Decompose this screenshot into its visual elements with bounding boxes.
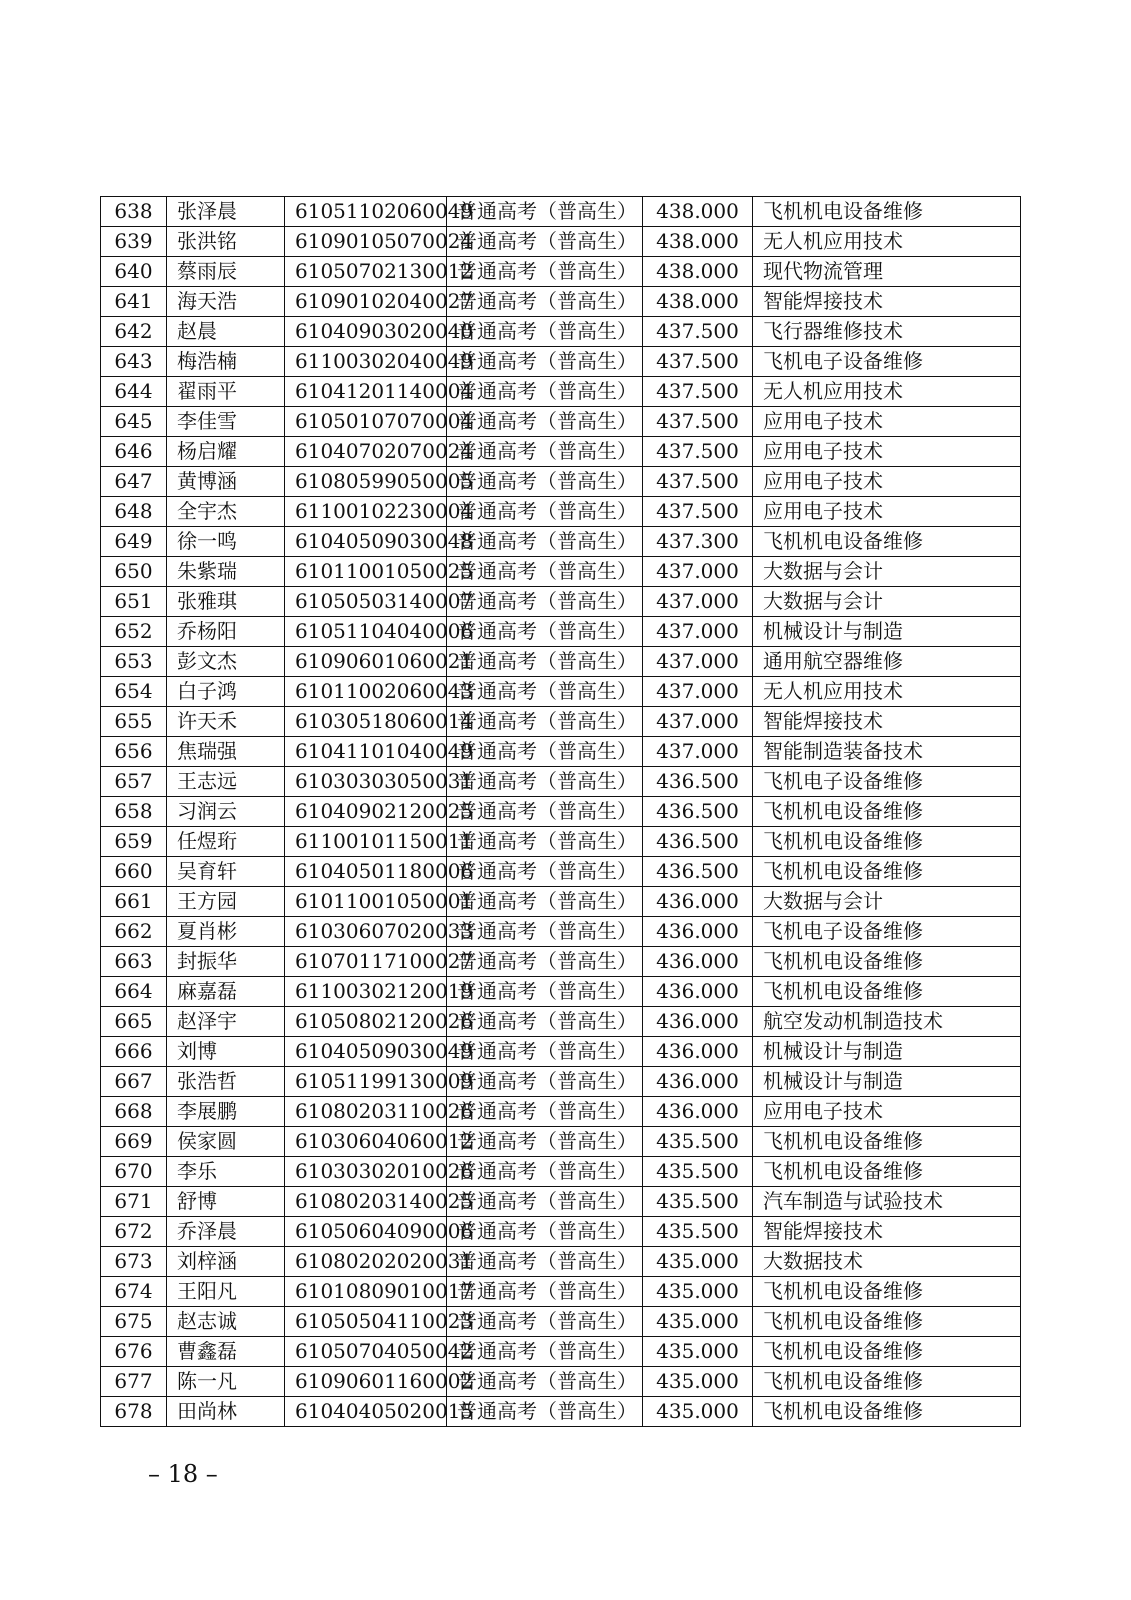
cell-admission-type: 普通高考（普高生） <box>447 887 643 917</box>
table-row <box>101 1127 1021 1157</box>
cell-exam-id: 61040902120025 <box>285 797 447 827</box>
page-number: – 18 – <box>148 1460 218 1488</box>
cell-student-name: 许天禾 <box>167 707 285 737</box>
cell-admission-type: 普通高考（普高生） <box>447 287 643 317</box>
cell-serial-number: 658 <box>101 797 167 827</box>
cell-major: 汽车制造与试验技术 <box>753 1187 1021 1217</box>
cell-student-name: 习润云 <box>167 797 285 827</box>
cell-major: 飞机机电设备维修 <box>753 197 1021 227</box>
cell-serial-number: 662 <box>101 917 167 947</box>
cell-score: 437.500 <box>643 347 753 377</box>
table-row <box>101 1037 1021 1067</box>
cell-major: 大数据与会计 <box>753 557 1021 587</box>
cell-major: 机械设计与制造 <box>753 1037 1021 1067</box>
cell-admission-type: 普通高考（普高生） <box>447 257 643 287</box>
cell-admission-type: 普通高考（普高生） <box>447 917 643 947</box>
cell-major: 大数据与会计 <box>753 587 1021 617</box>
cell-student-name: 张浩哲 <box>167 1067 285 1097</box>
table-row <box>101 407 1021 437</box>
admission-list-table <box>100 196 1021 1427</box>
cell-admission-type: 普通高考（普高生） <box>447 617 643 647</box>
cell-score: 435.000 <box>643 1307 753 1337</box>
cell-major: 智能焊接技术 <box>753 287 1021 317</box>
cell-score: 435.000 <box>643 1367 753 1397</box>
table-row <box>101 1067 1021 1097</box>
cell-major: 应用电子技术 <box>753 497 1021 527</box>
cell-admission-type: 普通高考（普高生） <box>447 497 643 527</box>
cell-student-name: 舒博 <box>167 1187 285 1217</box>
cell-score: 436.500 <box>643 827 753 857</box>
cell-major: 飞机机电设备维修 <box>753 827 1021 857</box>
cell-score: 437.500 <box>643 317 753 347</box>
cell-exam-id: 61100101150011 <box>285 827 447 857</box>
cell-score: 436.000 <box>643 917 753 947</box>
cell-serial-number: 652 <box>101 617 167 647</box>
cell-major: 机械设计与制造 <box>753 1067 1021 1097</box>
cell-major: 飞机机电设备维修 <box>753 797 1021 827</box>
cell-student-name: 王阳凡 <box>167 1277 285 1307</box>
cell-major: 大数据技术 <box>753 1247 1021 1277</box>
table-row <box>101 857 1021 887</box>
cell-serial-number: 643 <box>101 347 167 377</box>
cell-major: 飞机机电设备维修 <box>753 527 1021 557</box>
cell-serial-number: 648 <box>101 497 167 527</box>
cell-serial-number: 659 <box>101 827 167 857</box>
cell-major: 飞机机电设备维修 <box>753 1397 1021 1427</box>
cell-score: 437.000 <box>643 647 753 677</box>
cell-score: 435.000 <box>643 1397 753 1427</box>
cell-exam-id: 61030604060012 <box>285 1127 447 1157</box>
cell-admission-type: 普通高考（普高生） <box>447 1247 643 1277</box>
cell-score: 437.000 <box>643 587 753 617</box>
cell-score: 437.000 <box>643 737 753 767</box>
cell-admission-type: 普通高考（普高生） <box>447 587 643 617</box>
cell-admission-type: 普通高考（普高生） <box>447 947 643 977</box>
cell-student-name: 王志远 <box>167 767 285 797</box>
cell-exam-id: 61080599050005 <box>285 467 447 497</box>
cell-score: 437.500 <box>643 407 753 437</box>
cell-score: 435.000 <box>643 1277 753 1307</box>
cell-serial-number: 670 <box>101 1157 167 1187</box>
cell-major: 飞机机电设备维修 <box>753 1307 1021 1337</box>
cell-admission-type: 普通高考（普高生） <box>447 1337 643 1367</box>
cell-admission-type: 普通高考（普高生） <box>447 527 643 557</box>
cell-score: 436.000 <box>643 947 753 977</box>
cell-exam-id: 61050107070004 <box>285 407 447 437</box>
cell-score: 435.000 <box>643 1247 753 1277</box>
cell-score: 436.000 <box>643 887 753 917</box>
cell-serial-number: 647 <box>101 467 167 497</box>
cell-student-name: 田尚林 <box>167 1397 285 1427</box>
cell-serial-number: 673 <box>101 1247 167 1277</box>
cell-exam-id: 61070117100027 <box>285 947 447 977</box>
cell-major: 飞行器维修技术 <box>753 317 1021 347</box>
cell-score: 437.500 <box>643 377 753 407</box>
cell-major: 飞机机电设备维修 <box>753 857 1021 887</box>
table-row <box>101 1337 1021 1367</box>
cell-exam-id: 61090105070024 <box>285 227 447 257</box>
cell-score: 437.000 <box>643 617 753 647</box>
cell-serial-number: 638 <box>101 197 167 227</box>
table-row <box>101 1277 1021 1307</box>
cell-exam-id: 61050503140007 <box>285 587 447 617</box>
cell-admission-type: 普通高考（普高生） <box>447 1217 643 1247</box>
cell-score: 436.500 <box>643 797 753 827</box>
cell-exam-id: 61050702130012 <box>285 257 447 287</box>
cell-serial-number: 671 <box>101 1187 167 1217</box>
cell-score: 438.000 <box>643 197 753 227</box>
table-row <box>101 707 1021 737</box>
cell-score: 437.500 <box>643 437 753 467</box>
table-row <box>101 467 1021 497</box>
cell-serial-number: 661 <box>101 887 167 917</box>
cell-serial-number: 644 <box>101 377 167 407</box>
cell-serial-number: 640 <box>101 257 167 287</box>
cell-major: 飞机电子设备维修 <box>753 347 1021 377</box>
cell-admission-type: 普通高考（普高生） <box>447 1007 643 1037</box>
cell-admission-type: 普通高考（普高生） <box>447 557 643 587</box>
cell-exam-id: 61050604090006 <box>285 1217 447 1247</box>
table-row <box>101 1097 1021 1127</box>
cell-major: 无人机应用技术 <box>753 227 1021 257</box>
cell-serial-number: 642 <box>101 317 167 347</box>
cell-serial-number: 672 <box>101 1217 167 1247</box>
cell-admission-type: 普通高考（普高生） <box>447 1037 643 1067</box>
cell-exam-id: 61030303050031 <box>285 767 447 797</box>
cell-admission-type: 普通高考（普高生） <box>447 737 643 767</box>
cell-student-name: 刘博 <box>167 1037 285 1067</box>
cell-serial-number: 674 <box>101 1277 167 1307</box>
cell-student-name: 曹鑫磊 <box>167 1337 285 1367</box>
cell-student-name: 黄博涵 <box>167 467 285 497</box>
table-row <box>101 527 1021 557</box>
cell-serial-number: 666 <box>101 1037 167 1067</box>
cell-student-name: 彭文杰 <box>167 647 285 677</box>
admission-list-table-wrapper <box>100 196 1020 1427</box>
cell-major: 飞机电子设备维修 <box>753 917 1021 947</box>
cell-major: 大数据与会计 <box>753 887 1021 917</box>
table-row <box>101 1397 1021 1427</box>
cell-exam-id: 61011002060043 <box>285 677 447 707</box>
cell-score: 436.000 <box>643 1037 753 1067</box>
cell-admission-type: 普通高考（普高生） <box>447 1367 643 1397</box>
cell-score: 437.500 <box>643 497 753 527</box>
cell-major: 无人机应用技术 <box>753 377 1021 407</box>
cell-score: 435.000 <box>643 1337 753 1367</box>
cell-score: 436.500 <box>643 767 753 797</box>
cell-student-name: 张洪铭 <box>167 227 285 257</box>
table-row <box>101 1367 1021 1397</box>
cell-score: 436.000 <box>643 1007 753 1037</box>
cell-major: 航空发动机制造技术 <box>753 1007 1021 1037</box>
cell-exam-id: 61100302040049 <box>285 347 447 377</box>
cell-student-name: 刘梓涵 <box>167 1247 285 1277</box>
cell-score: 437.000 <box>643 707 753 737</box>
cell-exam-id: 61080203110026 <box>285 1097 447 1127</box>
cell-student-name: 夏肖彬 <box>167 917 285 947</box>
cell-serial-number: 676 <box>101 1337 167 1367</box>
cell-admission-type: 普通高考（普高生） <box>447 437 643 467</box>
cell-score: 435.500 <box>643 1217 753 1247</box>
cell-admission-type: 普通高考（普高生） <box>447 797 643 827</box>
cell-serial-number: 649 <box>101 527 167 557</box>
cell-student-name: 焦瑞强 <box>167 737 285 767</box>
cell-exam-id: 61100102230004 <box>285 497 447 527</box>
cell-student-name: 王方园 <box>167 887 285 917</box>
cell-major: 飞机机电设备维修 <box>753 947 1021 977</box>
cell-exam-id: 61040903020040 <box>285 317 447 347</box>
cell-student-name: 陈一凡 <box>167 1367 285 1397</box>
cell-major: 飞机机电设备维修 <box>753 1367 1021 1397</box>
cell-admission-type: 普通高考（普高生） <box>447 347 643 377</box>
cell-admission-type: 普通高考（普高生） <box>447 677 643 707</box>
cell-major: 飞机机电设备维修 <box>753 977 1021 1007</box>
cell-serial-number: 650 <box>101 557 167 587</box>
cell-serial-number: 645 <box>101 407 167 437</box>
cell-student-name: 赵志诚 <box>167 1307 285 1337</box>
table-row <box>101 1307 1021 1337</box>
cell-major: 飞机机电设备维修 <box>753 1157 1021 1187</box>
cell-student-name: 海天浩 <box>167 287 285 317</box>
cell-student-name: 蔡雨辰 <box>167 257 285 287</box>
cell-admission-type: 普通高考（普高生） <box>447 227 643 257</box>
cell-admission-type: 普通高考（普高生） <box>447 1277 643 1307</box>
cell-score: 437.000 <box>643 557 753 587</box>
cell-student-name: 朱紫瑞 <box>167 557 285 587</box>
cell-major: 飞机机电设备维修 <box>753 1337 1021 1367</box>
cell-serial-number: 663 <box>101 947 167 977</box>
cell-student-name: 杨启耀 <box>167 437 285 467</box>
cell-exam-id: 61041201140004 <box>285 377 447 407</box>
cell-major: 应用电子技术 <box>753 407 1021 437</box>
table-row <box>101 497 1021 527</box>
cell-serial-number: 669 <box>101 1127 167 1157</box>
cell-exam-id: 61090102040027 <box>285 287 447 317</box>
cell-serial-number: 651 <box>101 587 167 617</box>
cell-admission-type: 普通高考（普高生） <box>447 1127 643 1157</box>
cell-student-name: 李展鹏 <box>167 1097 285 1127</box>
cell-major: 机械设计与制造 <box>753 617 1021 647</box>
cell-student-name: 李乐 <box>167 1157 285 1187</box>
table-row <box>101 737 1021 767</box>
table-row <box>101 677 1021 707</box>
table-row <box>101 347 1021 377</box>
table-row <box>101 887 1021 917</box>
cell-admission-type: 普通高考（普高生） <box>447 377 643 407</box>
table-row <box>101 767 1021 797</box>
cell-exam-id: 61010809010017 <box>285 1277 447 1307</box>
cell-admission-type: 普通高考（普高生） <box>447 1097 643 1127</box>
cell-serial-number: 639 <box>101 227 167 257</box>
cell-major: 应用电子技术 <box>753 467 1021 497</box>
cell-major: 飞机机电设备维修 <box>753 1127 1021 1157</box>
cell-score: 435.500 <box>643 1127 753 1157</box>
cell-score: 436.000 <box>643 1097 753 1127</box>
cell-student-name: 麻嘉磊 <box>167 977 285 1007</box>
cell-exam-id: 61040405020015 <box>285 1397 447 1427</box>
table-row <box>101 197 1021 227</box>
table-row <box>101 1007 1021 1037</box>
cell-student-name: 梅浩楠 <box>167 347 285 377</box>
cell-student-name: 任煜珩 <box>167 827 285 857</box>
cell-serial-number: 660 <box>101 857 167 887</box>
cell-exam-id: 61011001050025 <box>285 557 447 587</box>
cell-score: 438.000 <box>643 227 753 257</box>
cell-exam-id: 61090601160002 <box>285 1367 447 1397</box>
table-row <box>101 1217 1021 1247</box>
cell-major: 无人机应用技术 <box>753 677 1021 707</box>
cell-student-name: 吴育轩 <box>167 857 285 887</box>
cell-exam-id: 61040509030049 <box>285 1037 447 1067</box>
cell-serial-number: 664 <box>101 977 167 1007</box>
cell-score: 438.000 <box>643 257 753 287</box>
cell-admission-type: 普通高考（普高生） <box>447 1187 643 1217</box>
cell-score: 436.000 <box>643 977 753 1007</box>
cell-student-name: 徐一鸣 <box>167 527 285 557</box>
cell-serial-number: 665 <box>101 1007 167 1037</box>
cell-serial-number: 653 <box>101 647 167 677</box>
table-row <box>101 647 1021 677</box>
cell-serial-number: 656 <box>101 737 167 767</box>
cell-student-name: 白子鸿 <box>167 677 285 707</box>
cell-major: 飞机电子设备维修 <box>753 767 1021 797</box>
cell-exam-id: 61050802120026 <box>285 1007 447 1037</box>
table-row <box>101 557 1021 587</box>
cell-major: 现代物流管理 <box>753 257 1021 287</box>
cell-exam-id: 61080203140025 <box>285 1187 447 1217</box>
cell-exam-id: 61040702070024 <box>285 437 447 467</box>
table-row <box>101 917 1021 947</box>
cell-serial-number: 654 <box>101 677 167 707</box>
cell-admission-type: 普通高考（普高生） <box>447 467 643 497</box>
cell-student-name: 赵晨 <box>167 317 285 347</box>
cell-exam-id: 61030302010026 <box>285 1157 447 1187</box>
cell-student-name: 赵泽宇 <box>167 1007 285 1037</box>
table-row <box>101 1187 1021 1217</box>
cell-exam-id: 61051199130009 <box>285 1067 447 1097</box>
cell-serial-number: 667 <box>101 1067 167 1097</box>
cell-exam-id: 61050504110023 <box>285 1307 447 1337</box>
cell-score: 435.500 <box>643 1157 753 1187</box>
table-row <box>101 317 1021 347</box>
cell-admission-type: 普通高考（普高生） <box>447 767 643 797</box>
cell-major: 智能制造装备技术 <box>753 737 1021 767</box>
table-body <box>101 197 1021 1427</box>
table-row <box>101 437 1021 467</box>
cell-exam-id: 61041101040049 <box>285 737 447 767</box>
cell-serial-number: 677 <box>101 1367 167 1397</box>
cell-admission-type: 普通高考（普高生） <box>447 827 643 857</box>
table-row <box>101 1247 1021 1277</box>
table-row <box>101 227 1021 257</box>
cell-exam-id: 61030518060014 <box>285 707 447 737</box>
cell-admission-type: 普通高考（普高生） <box>447 1307 643 1337</box>
cell-student-name: 张泽晨 <box>167 197 285 227</box>
cell-admission-type: 普通高考（普高生） <box>447 1397 643 1427</box>
cell-admission-type: 普通高考（普高生） <box>447 707 643 737</box>
cell-score: 436.500 <box>643 857 753 887</box>
cell-major: 通用航空器维修 <box>753 647 1021 677</box>
cell-major: 飞机机电设备维修 <box>753 1277 1021 1307</box>
cell-serial-number: 675 <box>101 1307 167 1337</box>
cell-exam-id: 61080202020031 <box>285 1247 447 1277</box>
cell-admission-type: 普通高考（普高生） <box>447 407 643 437</box>
table-row <box>101 947 1021 977</box>
cell-student-name: 翟雨平 <box>167 377 285 407</box>
cell-admission-type: 普通高考（普高生） <box>447 197 643 227</box>
cell-serial-number: 641 <box>101 287 167 317</box>
cell-admission-type: 普通高考（普高生） <box>447 1067 643 1097</box>
cell-serial-number: 668 <box>101 1097 167 1127</box>
table-row <box>101 587 1021 617</box>
cell-major: 智能焊接技术 <box>753 1217 1021 1247</box>
cell-student-name: 李佳雪 <box>167 407 285 437</box>
cell-student-name: 全宇杰 <box>167 497 285 527</box>
cell-serial-number: 657 <box>101 767 167 797</box>
cell-major: 智能焊接技术 <box>753 707 1021 737</box>
cell-score: 437.300 <box>643 527 753 557</box>
cell-student-name: 张雅琪 <box>167 587 285 617</box>
cell-score: 436.000 <box>643 1067 753 1097</box>
cell-student-name: 侯家圆 <box>167 1127 285 1157</box>
cell-admission-type: 普通高考（普高生） <box>447 1157 643 1187</box>
cell-student-name: 乔杨阳 <box>167 617 285 647</box>
cell-serial-number: 678 <box>101 1397 167 1427</box>
cell-serial-number: 655 <box>101 707 167 737</box>
cell-admission-type: 普通高考（普高生） <box>447 317 643 347</box>
cell-exam-id: 61051104040006 <box>285 617 447 647</box>
cell-score: 435.500 <box>643 1187 753 1217</box>
cell-major: 应用电子技术 <box>753 437 1021 467</box>
cell-exam-id: 61050704050042 <box>285 1337 447 1367</box>
table-row <box>101 827 1021 857</box>
cell-major: 应用电子技术 <box>753 1097 1021 1127</box>
table-row <box>101 977 1021 1007</box>
cell-student-name: 封振华 <box>167 947 285 977</box>
cell-exam-id: 61040501180006 <box>285 857 447 887</box>
table-row <box>101 287 1021 317</box>
cell-exam-id: 61100302120019 <box>285 977 447 1007</box>
table-row <box>101 1157 1021 1187</box>
table-row <box>101 617 1021 647</box>
cell-exam-id: 61030607020033 <box>285 917 447 947</box>
cell-exam-id: 61051102060049 <box>285 197 447 227</box>
cell-exam-id: 61011001050001 <box>285 887 447 917</box>
cell-serial-number: 646 <box>101 437 167 467</box>
cell-admission-type: 普通高考（普高生） <box>447 857 643 887</box>
cell-student-name: 乔泽晨 <box>167 1217 285 1247</box>
cell-score: 437.000 <box>643 677 753 707</box>
cell-score: 437.500 <box>643 467 753 497</box>
table-row <box>101 377 1021 407</box>
table-row <box>101 797 1021 827</box>
cell-score: 438.000 <box>643 287 753 317</box>
cell-exam-id: 61040509030048 <box>285 527 447 557</box>
cell-admission-type: 普通高考（普高生） <box>447 647 643 677</box>
cell-admission-type: 普通高考（普高生） <box>447 977 643 1007</box>
cell-exam-id: 61090601060021 <box>285 647 447 677</box>
table-row <box>101 257 1021 287</box>
